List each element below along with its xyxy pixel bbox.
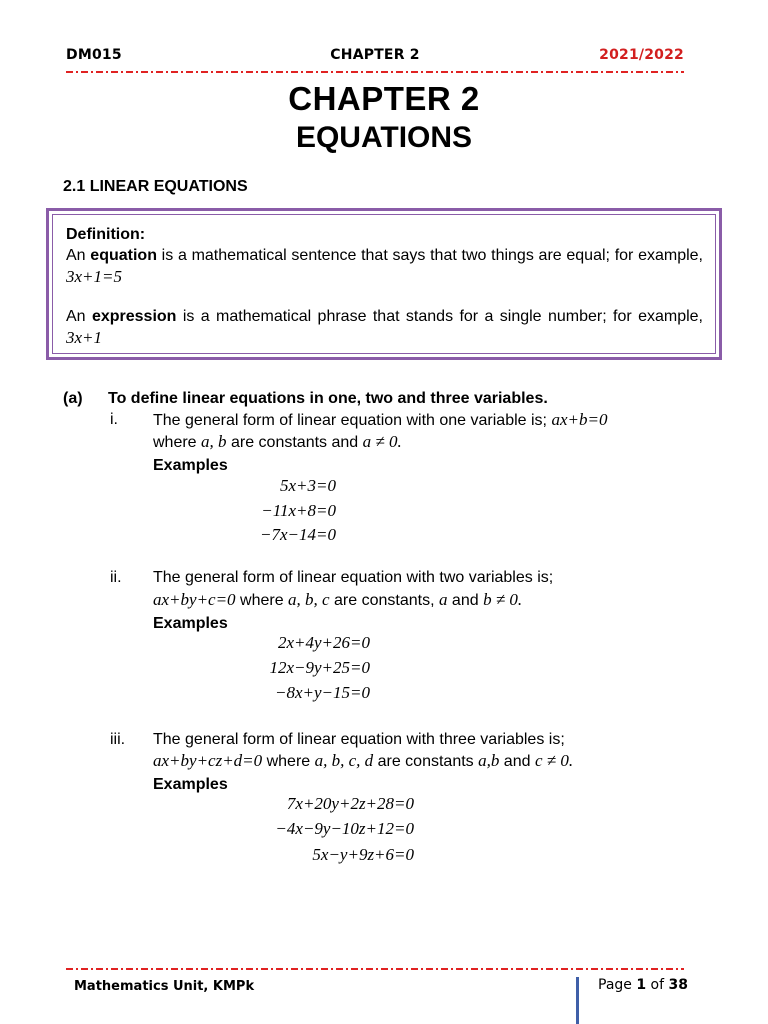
- footer-unit: Mathematics Unit, KMPk: [74, 979, 255, 994]
- item-i-general-form: ax+b=0: [551, 410, 608, 429]
- part-a-heading: To define linear equations in one, two and three variables.: [108, 390, 548, 407]
- item-i-are-constants: are constants and: [226, 434, 363, 451]
- page-current: 1: [636, 977, 647, 993]
- equation-definition: [66, 245, 703, 288]
- header-dashed-rule: [66, 71, 684, 73]
- item-iii-condition: c ≠ 0.: [534, 751, 574, 770]
- item-ii-numeral: ii.: [110, 569, 122, 586]
- definition-box-inner: [52, 214, 716, 354]
- item-iii-are-constants: are constants: [373, 753, 479, 770]
- item-ii-where: where: [235, 592, 289, 609]
- part-a-label: (a): [63, 390, 83, 407]
- item-iii-examples-label: Examples: [153, 776, 228, 793]
- item-ii-constants: a, b, c: [288, 590, 330, 609]
- course-code: DM015: [66, 47, 122, 63]
- item-i-line2: [153, 431, 402, 453]
- item-i-constants: a, b: [201, 432, 227, 451]
- expression-rest: is a mathematical phrase that stands for a single number; for example,: [176, 308, 704, 325]
- equation-example-math: 3x+1=5: [66, 267, 122, 286]
- item-i-line1: [153, 409, 607, 431]
- item-iii-numeral: iii.: [110, 731, 126, 748]
- page-header: [66, 47, 684, 67]
- chapter-title: CHAPTER 2: [288, 80, 480, 117]
- item-i-line1-text: The general form of linear equation with one variable is;: [153, 412, 552, 429]
- item-iii-vars-ab: a,b: [478, 751, 500, 770]
- header-chapter: CHAPTER 2: [330, 47, 420, 63]
- item-ii-examples-label: Examples: [153, 615, 228, 632]
- footer-dashed-rule: [66, 968, 684, 970]
- page-of: of: [646, 977, 669, 993]
- equation-term: equation: [90, 247, 157, 264]
- chapter-subtitle: EQUATIONS: [295, 121, 473, 154]
- item-ii-var-a: a: [438, 590, 448, 609]
- item-i-example-3: −7x−14=0: [260, 525, 336, 544]
- equation-prefix: An: [66, 247, 91, 264]
- item-iii-example-1: 7x+20y+2z+28=0: [286, 794, 414, 813]
- item-i-condition: a ≠ 0.: [362, 432, 402, 451]
- section-heading: 2.1 LINEAR EQUATIONS: [63, 178, 248, 195]
- item-iii-example-3: 5x−y+9z+6=0: [312, 845, 414, 864]
- item-i-example-1: 5x+3=0: [280, 476, 336, 495]
- expression-definition: [66, 306, 703, 349]
- item-ii-example-3: −8x+y−15=0: [275, 683, 370, 702]
- definition-title: Definition:: [66, 226, 146, 243]
- item-i-numeral: i.: [110, 411, 118, 428]
- item-i-example-2: −11x+8=0: [261, 501, 336, 520]
- item-ii-example-1: 2x+4y+26=0: [277, 633, 370, 652]
- item-ii-condition: b ≠ 0.: [483, 590, 523, 609]
- page-total: 38: [668, 977, 688, 993]
- item-iii-general-form: ax+by+cz+d=0: [153, 751, 263, 770]
- item-iii-and: and: [499, 753, 535, 770]
- item-ii-line1: The general form of linear equation with two variables is;: [153, 569, 554, 586]
- footer-divider: [576, 977, 579, 1024]
- equation-rest: is a mathematical sentence that says that two things are equal; for example,: [156, 247, 704, 264]
- page-word: Page: [598, 977, 637, 993]
- item-iii-line2: [153, 750, 573, 772]
- item-i-examples-label: Examples: [153, 457, 228, 474]
- item-ii-general-form: ax+by+c=0: [153, 590, 236, 609]
- item-iii-example-2: −4x−9y−10z+12=0: [275, 819, 414, 838]
- expression-term: expression: [91, 308, 177, 325]
- academic-session: 2021/2022: [599, 47, 684, 63]
- page-number: [598, 977, 688, 993]
- item-iii-line1: The general form of linear equation with three variables is;: [153, 731, 565, 748]
- definition-box: [46, 208, 722, 360]
- item-iii-constants: a, b, c, d: [314, 751, 374, 770]
- item-iii-where: where: [262, 753, 315, 770]
- expression-prefix: An: [66, 308, 92, 325]
- item-i-where: where: [153, 434, 202, 451]
- item-ii-and: and: [447, 592, 484, 609]
- expression-example-math: 3x+1: [66, 328, 103, 347]
- item-ii-are-constants: are constants,: [329, 592, 439, 609]
- item-ii-line2: [153, 589, 522, 611]
- item-ii-example-2: 12x−9y+25=0: [269, 658, 370, 677]
